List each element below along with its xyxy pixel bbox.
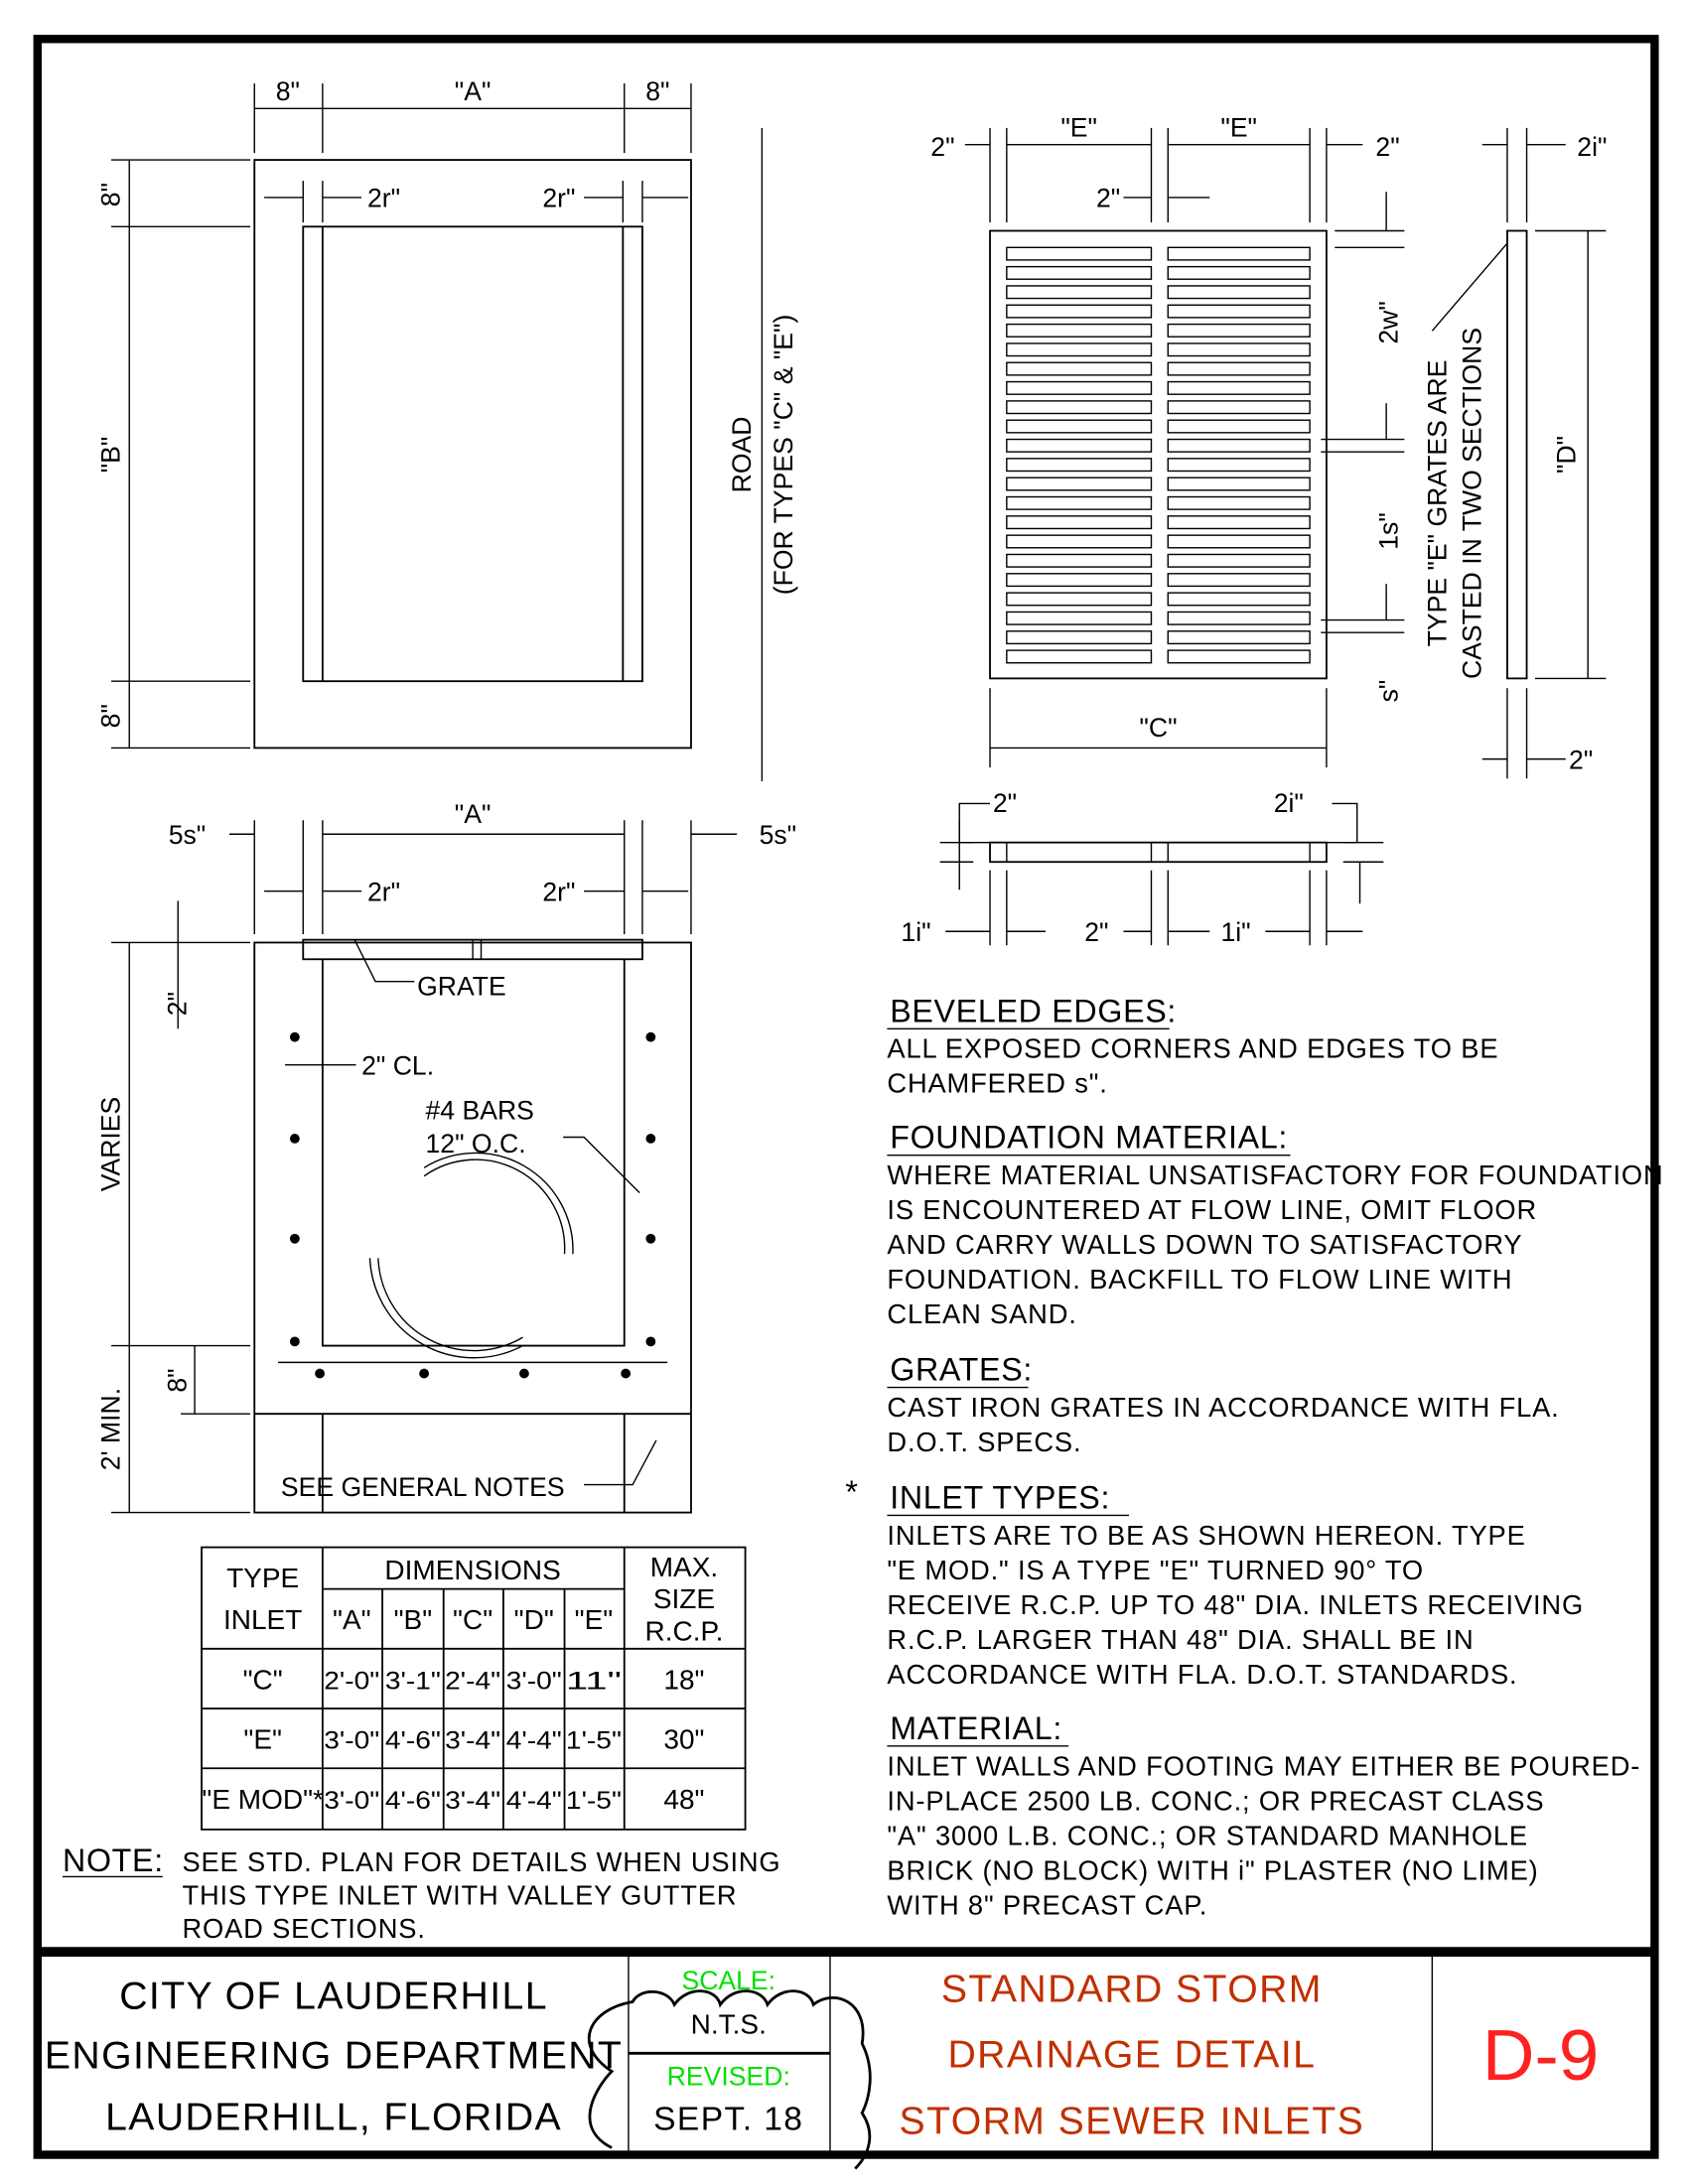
dim-label: 2" <box>1375 131 1400 162</box>
title-block <box>45 1952 1599 2168</box>
dim-label: 1i" <box>1220 917 1251 948</box>
agency-line: ENGINEERING DEPARTMENT <box>44 2034 624 2078</box>
sheet-number: D-9 <box>1481 2014 1600 2096</box>
dim-label: 8" <box>95 704 126 729</box>
grate-slot <box>1007 440 1152 453</box>
dim-label: "D" <box>1551 435 1582 474</box>
table-header: INLET <box>222 1604 303 1636</box>
max-size-cell: 48" <box>663 1783 705 1815</box>
dim-label: 2" <box>1569 745 1594 775</box>
grate-slot <box>1168 650 1310 663</box>
table-cell: 3'-1" <box>384 1667 441 1696</box>
grate-slot <box>1168 247 1310 260</box>
dim-label: 8" <box>275 75 300 106</box>
column-header: "A" <box>333 1604 371 1636</box>
dim-label: 8" <box>645 75 670 106</box>
note-line: RECEIVE R.C.P. UP TO 48" DIA. INLETS RECEIVING <box>887 1588 1585 1620</box>
max-size-cell: 18" <box>663 1664 705 1696</box>
min-label: 2' MIN. <box>95 1387 126 1471</box>
column-header: "B" <box>393 1604 433 1636</box>
grate-slot <box>1168 554 1310 567</box>
dim-label: "E" <box>1060 112 1097 143</box>
dim-label: 5s" <box>759 820 797 851</box>
table-cell: 11" <box>565 1667 622 1696</box>
road-types-label: (FOR TYPES "C" & "E") <box>769 314 799 596</box>
grate-slot <box>1007 535 1152 548</box>
table-cell: 1'-5" <box>565 1786 622 1815</box>
table-cell: 3'-4" <box>445 1786 501 1815</box>
grate-plan-view <box>930 112 1607 778</box>
note-line: THIS TYPE INLET WITH VALLEY GUTTER <box>182 1879 738 1911</box>
grate-slot <box>1007 343 1152 356</box>
column-header: "D" <box>513 1604 554 1636</box>
note-line: WITH 8" PRECAST CAP. <box>887 1889 1208 1921</box>
casting-note: TYPE "E" GRATES ARE <box>1422 359 1453 647</box>
dim-label: 2" <box>930 131 955 162</box>
dim-label: "E" <box>1220 112 1258 143</box>
dim-label: s" <box>1373 679 1404 703</box>
grate-slot <box>1007 401 1152 414</box>
table-header: MAX. <box>649 1552 719 1583</box>
note-line: SEE STD. PLAN FOR DETAILS WHEN USING <box>182 1845 781 1877</box>
table-cell: 4'-4" <box>505 1726 562 1755</box>
grate-slot <box>1007 574 1152 587</box>
note-label: NOTE: <box>63 1842 164 1878</box>
grate-slot <box>1168 362 1310 375</box>
dim-label: 2" <box>992 787 1018 818</box>
note-line: BRICK (NO BLOCK) WITH i" PLASTER (NO LIME) <box>887 1854 1539 1886</box>
note-line: INLET WALLS AND FOOTING MAY EITHER BE POURED- <box>887 1750 1641 1782</box>
revised-label: REVISED: <box>666 2061 790 2092</box>
grate-section-view <box>901 788 1383 947</box>
revised-value: SEPT. 18 <box>653 2101 804 2138</box>
grate-slot <box>1007 267 1152 280</box>
drawing-title: DRAINAGE DETAIL <box>947 2033 1317 2077</box>
note-line: D.O.T. SPECS. <box>887 1426 1082 1457</box>
grate-slot <box>1168 574 1310 587</box>
note-heading: FOUNDATION MATERIAL: <box>890 1119 1289 1156</box>
note-line: R.C.P. LARGER THAN 48" DIA. SHALL BE IN <box>887 1623 1475 1655</box>
grate-slot <box>1168 497 1310 510</box>
grate-slot <box>1007 631 1152 644</box>
column-header: "C" <box>453 1604 493 1636</box>
agency-line: LAUDERHILL, FLORIDA <box>105 2096 563 2139</box>
grate-slot <box>1168 631 1310 644</box>
note-line: CLEAN SAND. <box>887 1298 1077 1330</box>
table-cell: 2'-0" <box>324 1667 380 1696</box>
grate-slot <box>1168 612 1310 624</box>
note-line: ROAD SECTIONS. <box>182 1913 426 1945</box>
grate-slot <box>1168 401 1310 414</box>
dimensions-table <box>202 1548 746 1830</box>
general-notes <box>845 993 1663 1920</box>
dim-label: 8" <box>95 182 126 207</box>
grate-slot <box>1007 554 1152 567</box>
note-line: CHAMFERED s". <box>887 1067 1108 1099</box>
grate-slot <box>1168 382 1310 395</box>
varies-label: VARIES <box>95 1096 126 1192</box>
plan-view <box>95 76 798 781</box>
table-header: SIZE <box>652 1583 716 1615</box>
table-cell: 2'-4" <box>445 1667 501 1696</box>
dim-label: 2i" <box>1577 131 1608 162</box>
grate-slot <box>1007 516 1152 529</box>
dim-label: 2" <box>1095 183 1121 213</box>
section-view <box>95 799 796 1513</box>
grate-slot <box>1168 440 1310 453</box>
table-cell: 4'-4" <box>505 1786 562 1815</box>
grate-slot <box>1168 343 1310 356</box>
grate-slot <box>1007 612 1152 624</box>
note-heading: INLET TYPES: <box>890 1479 1111 1516</box>
table-header: DIMENSIONS <box>384 1554 561 1585</box>
table-cell: 4'-6" <box>384 1726 441 1755</box>
dim-label: 2i" <box>1273 787 1304 818</box>
table-header: R.C.P. <box>644 1615 724 1647</box>
max-size-cell: 30" <box>663 1723 705 1755</box>
note-line: INLETS ARE TO BE AS SHOWN HEREON. TYPE <box>887 1519 1526 1551</box>
bars-spacing-label: 12" O.C. <box>425 1128 526 1159</box>
row-type: "E MOD"* <box>202 1783 324 1815</box>
grate-slot <box>1007 497 1152 510</box>
column-header: "E" <box>574 1604 614 1636</box>
grate-slot <box>1168 459 1310 472</box>
table-cell: 3'-4" <box>445 1726 501 1755</box>
grate-slot <box>1007 459 1152 472</box>
note-heading: MATERIAL: <box>890 1709 1063 1746</box>
dim-label: 2" <box>162 991 193 1017</box>
casting-note: CASTED IN TWO SECTIONS <box>1457 327 1487 680</box>
note-line: "A" 3000 L.B. CONC.; OR STANDARD MANHOLE <box>887 1820 1528 1851</box>
note-line: AND CARRY WALLS DOWN TO SATISFACTORY <box>887 1229 1523 1261</box>
note-line: ALL EXPOSED CORNERS AND EDGES TO BE <box>887 1032 1499 1064</box>
note-line: "E MOD." IS A TYPE "E" TURNED 90° TO <box>887 1554 1425 1585</box>
dim-label: "A" <box>454 799 492 830</box>
drawing-title: STORM SEWER INLETS <box>899 2100 1365 2143</box>
grate-slot <box>1007 362 1152 375</box>
note-heading: BEVELED EDGES: <box>890 993 1178 1029</box>
grate-slot <box>1007 286 1152 299</box>
table-header: TYPE <box>226 1563 300 1594</box>
grate-slot <box>1007 420 1152 433</box>
table-cell: 3'-0" <box>324 1786 380 1815</box>
grate-slot <box>1168 478 1310 490</box>
cl-label: 2" CL. <box>361 1050 435 1081</box>
table-cell: 1'-5" <box>565 1726 622 1755</box>
row-type: "E" <box>243 1723 282 1755</box>
note-line: ACCORDANCE WITH FLA. D.O.T. STANDARDS. <box>887 1658 1518 1690</box>
grate-slot <box>1007 382 1152 395</box>
grate-slot <box>1168 305 1310 318</box>
note-line: FOUNDATION. BACKFILL TO FLOW LINE WITH <box>887 1264 1513 1296</box>
rebar-dots <box>290 1032 655 1379</box>
grate-slot <box>1007 305 1152 318</box>
grate-slot <box>1168 286 1310 299</box>
grate-slot <box>1168 516 1310 529</box>
dim-label: 2r" <box>542 183 576 213</box>
table-cell: 3'-0" <box>324 1726 380 1755</box>
bottom-note <box>63 1843 781 1944</box>
dim-label: 2r" <box>542 877 576 907</box>
dim-label: 1s" <box>1373 512 1404 550</box>
grate-slot <box>1007 593 1152 606</box>
dim-label: 1i" <box>901 917 931 948</box>
grate-side-view <box>1507 230 1527 678</box>
grate-slot <box>1168 267 1310 280</box>
note-line: CAST IRON GRATES IN ACCORDANCE WITH FLA. <box>887 1391 1560 1423</box>
dim-label: 2w" <box>1373 301 1404 344</box>
see-notes-label: SEE GENERAL NOTES <box>280 1471 565 1502</box>
note-line: IN-PLACE 2500 LB. CONC.; OR PRECAST CLASS <box>887 1785 1545 1817</box>
grate-slot <box>1168 535 1310 548</box>
dim-label: 8" <box>162 1368 193 1393</box>
scale-label: SCALE: <box>681 1965 776 1995</box>
dim-label: 2r" <box>366 183 401 213</box>
grate-slot <box>1168 325 1310 338</box>
grate-slot <box>1007 247 1152 260</box>
bars-label: #4 BARS <box>425 1095 534 1126</box>
agency-line: CITY OF LAUDERHILL <box>119 1975 548 2018</box>
note-line: IS ENCOUNTERED AT FLOW LINE, OMIT FLOOR <box>887 1194 1538 1226</box>
grate-slot <box>1007 650 1152 663</box>
grate-slot <box>1007 325 1152 338</box>
grate-slot <box>1168 593 1310 606</box>
row-type: "C" <box>242 1664 283 1696</box>
dim-label: 2" <box>1084 917 1109 948</box>
asterisk-marker: * <box>845 1473 859 1510</box>
drawing-title: STANDARD STORM <box>940 1968 1323 2011</box>
dim-label: "C" <box>1139 713 1178 744</box>
grate-slot <box>1007 478 1152 490</box>
dim-label: 2r" <box>366 877 401 907</box>
dim-label: "A" <box>454 75 492 106</box>
table-cell: 4'-6" <box>384 1786 441 1815</box>
grate-label: GRATE <box>417 971 506 1002</box>
table-cell: 3'-0" <box>505 1667 562 1696</box>
grate-slot <box>1168 420 1310 433</box>
dim-label: "B" <box>95 436 126 474</box>
scale-value: N.T.S. <box>690 2008 767 2040</box>
dim-label: 5s" <box>168 820 207 851</box>
note-heading: GRATES: <box>890 1351 1034 1388</box>
note-line: WHERE MATERIAL UNSATISFACTORY FOR FOUNDATION <box>887 1160 1664 1191</box>
road-label: ROAD <box>727 416 758 493</box>
